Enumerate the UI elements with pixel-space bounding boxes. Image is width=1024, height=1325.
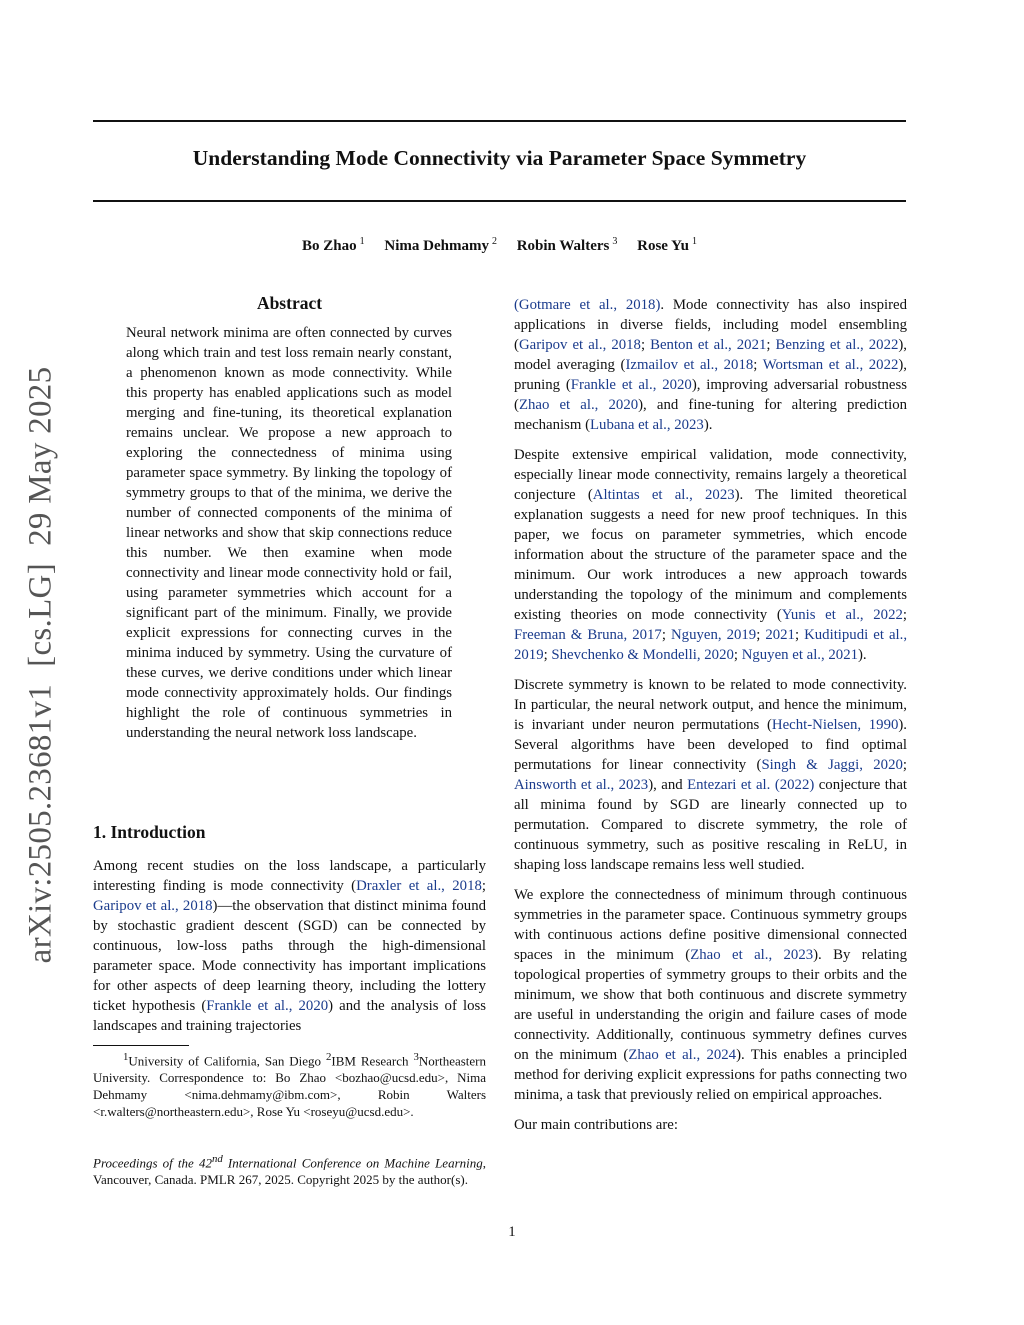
citation-link[interactable]: Zhao et al., 2023 bbox=[690, 947, 814, 963]
citation-link[interactable]: Garipov et al., 2018 bbox=[518, 337, 641, 353]
author: Bo Zhao $^1$ bbox=[302, 236, 365, 254]
right-paragraph-2: Despite extensive empirical validation, mode connectivity, especially linear mode connectivity, remains largely a theoretical conjecture (Altintas et al., 2023). The limited theoretical explanation suggests a need for new proof techniques. In this paper, we focus on parameter symmetries, which encode information about the structure of the parameter space and the minimum. Our work introduces a new approach towards understanding the topology of the minimum and complements existing theories on mode connectivity (Yunis et al., 2022; Freeman & Bruna, 2017; Nguyen, 2019; 2021; Kuditipudi et al., 2019; Shevchenko & Mondelli, 2020; Nguyen et al., 2021). bbox=[514, 447, 908, 663]
citation-link[interactable]: Benzing et al., 2022 bbox=[775, 337, 899, 353]
citation-link[interactable]: Wortsman et al., 2022 bbox=[762, 357, 899, 373]
citation-link[interactable]: 2021 bbox=[765, 627, 795, 643]
citation-link[interactable]: Lubana et al., 2023 bbox=[590, 417, 704, 433]
right-paragraph-5: Our main contributions are: bbox=[514, 1117, 678, 1133]
title-bottom-rule bbox=[93, 200, 906, 202]
citation-link[interactable]: Shevchenko & Mondelli, 2020 bbox=[551, 647, 734, 663]
citation-link[interactable]: Freeman & Bruna, 2017 bbox=[514, 627, 662, 643]
paper-title: Understanding Mode Connectivity via Parameter Space Symmetry bbox=[192, 146, 807, 170]
footnote-rule bbox=[93, 1045, 189, 1046]
intro-heading: 1. Introduction bbox=[93, 822, 206, 842]
proceedings-footnote: Proceedings of the 42nd International Conference on Machine Learning, Vancouver, Canada. PMLR 267, 2025. Copyright 2025 by the author(s). bbox=[93, 1153, 486, 1188]
page-number: 1 bbox=[508, 1224, 516, 1240]
abstract-text: Neural network minima are often connected by curves along which train and test loss remain nearly constant, a phenomenon known as mode connectivity. While this property has enabled applications such as model merging and fine-tuning, its theoretical explanation remains unclear. We propose a new approach to exploring the connectedness of minima using parameter space symmetry. By linking the topology of symmetry groups to that of the minima, we derive the number of connected components of the minima of linear networks and show that skip connections reduce this number. We then examine when mode connectivity and linear mode connectivity hold or fail, using parameter symmetries which account for a significant part of the minimum. Finally, we provide explicit expressions for connecting curves in the minima induced by symmetry. Using the curvature of these curves, we derive conditions under which linear mode connectivity approximately holds. Our findings highlight the role of continuous symmetries in understanding the neural network loss landscape. bbox=[126, 325, 452, 741]
citation-link[interactable]: Singh & Jaggi, 2020 bbox=[761, 757, 903, 773]
right-column bbox=[514, 295, 907, 1135]
citation-link[interactable]: Benton et al., 2021 bbox=[650, 337, 767, 353]
author: Robin Walters $^3$ bbox=[516, 236, 618, 254]
citation-link[interactable]: Frankle et al., 2020 bbox=[570, 377, 692, 393]
citation-link[interactable]: Frankle et al., 2020 bbox=[206, 998, 329, 1014]
affiliation-footnote: $^1$University of California, San Diego $^2$IBM Research $^3$Northeastern University. Correspondence to: Bo Zhao <bozhao@ucsd.edu>, Nima Dehmamy <nima.dehmamy@ibm.com>, Robin Walters <r.walters@northeastern.edu>, Rose Yu <roseyu@ucsd.edu>. bbox=[93, 1051, 486, 1120]
author-list bbox=[93, 236, 906, 255]
citation-link[interactable]: Altintas et al., 2023 bbox=[592, 487, 735, 503]
citation-link[interactable]: Hecht-Nielsen, 1990 bbox=[771, 717, 899, 733]
citation-link[interactable]: (Gotmare et al., 2018) bbox=[514, 297, 661, 313]
abstract-heading: Abstract bbox=[256, 293, 323, 313]
citation-link[interactable]: Ainsworth et al., 2023 bbox=[514, 777, 649, 793]
author: Rose Yu $^1$ bbox=[637, 236, 697, 254]
title-top-rule bbox=[93, 120, 906, 122]
citation-link[interactable]: Garipov et al., 2018 bbox=[93, 898, 213, 914]
intro-body bbox=[93, 856, 486, 1036]
citation-link[interactable]: Entezari et al. (2022) bbox=[687, 777, 815, 793]
citation-link[interactable]: Yunis et al., 2022 bbox=[781, 607, 903, 623]
citation-link[interactable]: Kuditipudi et al., 2019 bbox=[514, 627, 908, 663]
intro-paragraph: Among recent studies on the loss landscape, a particularly interesting finding is mode connectivity (Draxler et al., 2018; Garipov et al., 2018)—the observation that distinct minima found by stochastic gradient descent (SGD) can be connected by continuous, low-loss paths through the high-dimensional parameter space. Mode connectivity has important implications for other aspects of deep learning theory, including the lottery ticket hypothesis (Frankle et al., 2020) and the analysis of loss landscapes and training trajectories bbox=[93, 858, 487, 1034]
right-paragraph-1: (Gotmare et al., 2018). Mode connectivity has also inspired applications in diverse fields, including model ensembling (Garipov et al., 2018; Benton et al., 2021; Benzing et al., 2022), model averaging (Izmailov et al., 2018; Wortsman et al., 2022), pruning (Frankle et al., 2020), improving adversarial robustness (Zhao et al., 2020), and fine-tuning for altering prediction mechanism (Lubana et al., 2023). bbox=[514, 297, 908, 433]
citation-link[interactable]: Zhao et al., 2020 bbox=[518, 397, 639, 413]
author: Nima Dehmamy $^2$ bbox=[384, 236, 497, 254]
right-paragraph-4: We explore the connectedness of minimum through continuous symmetries in the parameter space. Continuous symmetry groups with continuous actions define positive dimensional connected spaces in the minimum (Zhao et al., 2023). By relating topological properties of symmetry groups to their orbits and the minimum, we show that both continuous and discrete symmetry are useful in understanding the origin and failure cases of mode connectivity. Additionally, continuous symmetry defines curves on the minimum (Zhao et al., 2024). This enables a principled method for deriving explicit expressions for paths connecting two minima, a task that previously relied on empirical approaches. bbox=[514, 887, 908, 1103]
citation-link[interactable]: Nguyen, 2019 bbox=[671, 627, 757, 643]
citation-link[interactable]: Zhao et al., 2024 bbox=[628, 1047, 737, 1063]
abstract-body bbox=[126, 323, 452, 743]
citation-link[interactable]: Nguyen et al., 2021 bbox=[741, 647, 858, 663]
citation-link[interactable]: Draxler et al., 2018 bbox=[356, 878, 482, 894]
citation-link[interactable]: Izmailov et al., 2018 bbox=[625, 357, 754, 373]
right-paragraph-3: Discrete symmetry is known to be related to mode connectivity. In particular, the neural network output, and hence the minimum, is invariant under neuron permutations (Hecht-Nielsen, 1990). Several algorithms have been developed to find optimal permutations for linear connectivity (Singh & Jaggi, 2020; Ainsworth et al., 2023), and Entezari et al. (2022) conjecture that all minima found by SGD are linearly connected up to permutation. Compared to discrete symmetry, the role of continuous symmetry, such as positive rescaling in ReLU, in shaping loss landscape remains less well studied. bbox=[514, 677, 908, 873]
